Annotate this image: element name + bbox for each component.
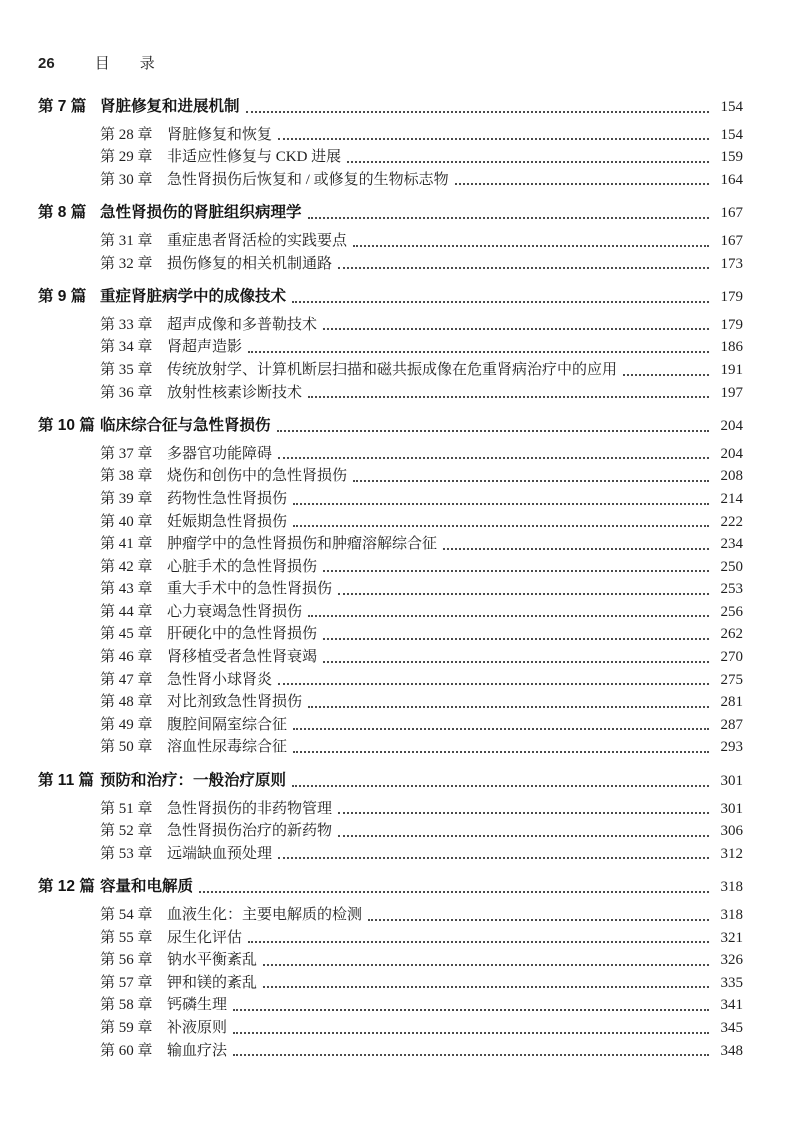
section-row xyxy=(38,876,743,899)
chapter-title: 放射性核素诊断技术 xyxy=(167,384,303,401)
chapter-page-number: 270 xyxy=(720,649,743,666)
dot-leader xyxy=(293,714,709,737)
section-title: 预防和治疗：一般治疗原则 xyxy=(100,772,287,790)
chapter-label: 第 40 章 xyxy=(100,513,153,530)
chapter-page-number: 275 xyxy=(720,671,743,688)
chapter-title: 多器官功能障碍 xyxy=(167,445,273,462)
toc-section xyxy=(38,876,743,1062)
dot-leader xyxy=(455,169,709,192)
chapter-title: 超声成像和多普勒技术 xyxy=(167,316,318,333)
section-label: 第 7 篇 xyxy=(38,98,87,115)
chapter-page-number: 253 xyxy=(720,581,743,598)
dot-leader xyxy=(323,623,709,646)
chapter-label: 第 42 章 xyxy=(100,558,153,575)
section-row xyxy=(38,770,743,793)
chapter-title: 肾超声造影 xyxy=(167,339,243,356)
toc-section xyxy=(38,286,743,404)
section-title: 肾脏修复和进展机制 xyxy=(100,98,240,115)
toc-section xyxy=(38,415,743,759)
chapter-page-number: 208 xyxy=(720,468,743,485)
chapter-title: 损伤修复的相关机制通路 xyxy=(167,255,333,272)
chapter-page-number: 204 xyxy=(720,445,743,462)
chapter-row xyxy=(38,359,743,382)
chapter-label: 第 38 章 xyxy=(100,468,153,485)
dot-leader xyxy=(338,798,709,821)
chapter-row xyxy=(38,382,743,405)
chapter-label: 第 46 章 xyxy=(100,649,153,666)
dot-leader xyxy=(248,336,709,359)
dot-leader xyxy=(292,286,709,309)
chapter-row xyxy=(38,972,743,995)
chapter-label: 第 36 章 xyxy=(100,384,153,401)
chapter-title: 腹腔间隔室综合征 xyxy=(167,716,288,733)
chapter-page-number: 214 xyxy=(720,490,743,507)
chapter-title: 钙磷生理 xyxy=(167,997,228,1014)
chapter-row xyxy=(38,623,743,646)
section-page-number: 154 xyxy=(720,99,743,115)
header-title: 目录 xyxy=(94,55,185,72)
chapter-row xyxy=(38,556,743,579)
chapter-page-number: 318 xyxy=(720,907,743,923)
chapter-page-number: 335 xyxy=(720,974,743,991)
chapter-title: 肾脏修复和恢复 xyxy=(167,126,273,143)
section-page-number: 301 xyxy=(720,773,743,790)
chapter-row xyxy=(38,904,743,927)
chapter-title: 肾移植受者急性肾衰竭 xyxy=(167,649,318,666)
chapter-label: 第 35 章 xyxy=(100,361,153,378)
dot-leader xyxy=(278,124,709,147)
dot-leader xyxy=(292,770,709,793)
chapter-page-number: 159 xyxy=(720,149,743,166)
chapter-list xyxy=(38,904,743,1062)
chapter-row xyxy=(38,1040,743,1063)
chapter-row xyxy=(38,146,743,169)
chapter-row xyxy=(38,124,743,147)
chapter-label: 第 37 章 xyxy=(100,445,153,462)
dot-leader xyxy=(338,578,709,601)
section-page-number: 179 xyxy=(720,289,743,306)
dot-leader xyxy=(323,646,709,669)
chapter-label: 第 29 章 xyxy=(100,149,153,166)
chapter-title: 急性肾损伤后恢复和 / 或修复的生物标志物 xyxy=(167,171,449,188)
chapter-page-number: 179 xyxy=(720,316,743,333)
chapter-list xyxy=(38,443,743,759)
chapter-row xyxy=(38,601,743,624)
chapter-page-number: 281 xyxy=(720,694,743,711)
dot-leader xyxy=(293,511,709,534)
dot-leader xyxy=(308,601,709,624)
chapter-row xyxy=(38,994,743,1017)
chapter-row xyxy=(38,169,743,192)
page-number: 26 xyxy=(38,55,55,72)
dot-leader xyxy=(368,904,709,927)
dot-leader xyxy=(278,669,709,692)
chapter-label: 第 52 章 xyxy=(100,823,153,840)
chapter-title: 肿瘤学中的急性肾损伤和肿瘤溶解综合征 xyxy=(167,536,438,553)
chapter-label: 第 45 章 xyxy=(100,626,153,643)
chapter-title: 急性肾损伤的非药物管理 xyxy=(167,800,333,817)
dot-leader xyxy=(277,415,709,438)
section-label: 第 11 篇 xyxy=(38,772,94,790)
dot-leader xyxy=(347,146,709,169)
chapter-label: 第 48 章 xyxy=(100,694,153,711)
chapter-page-number: 321 xyxy=(720,929,743,946)
toc-list xyxy=(38,96,743,1062)
chapter-label: 第 55 章 xyxy=(100,929,153,946)
dot-leader xyxy=(278,443,709,466)
chapter-page-number: 301 xyxy=(720,800,743,817)
chapter-title: 心力衰竭急性肾损伤 xyxy=(167,603,303,620)
chapter-row xyxy=(38,253,743,276)
dot-leader xyxy=(293,488,709,511)
chapter-list xyxy=(38,124,743,192)
chapter-row xyxy=(38,820,743,843)
chapter-page-number: 222 xyxy=(720,513,743,530)
section-label: 第 10 篇 xyxy=(38,417,95,435)
chapter-row xyxy=(38,511,743,534)
chapter-label: 第 51 章 xyxy=(100,800,153,817)
chapter-row xyxy=(38,691,743,714)
section-title: 急性肾损伤的肾脏组织病理学 xyxy=(100,204,302,222)
dot-leader xyxy=(248,927,709,950)
chapter-page-number: 348 xyxy=(720,1042,743,1059)
chapter-label: 第 53 章 xyxy=(100,845,153,862)
dot-leader xyxy=(233,994,709,1017)
chapter-label: 第 60 章 xyxy=(100,1042,153,1059)
chapter-row xyxy=(38,314,743,337)
chapter-page-number: 306 xyxy=(720,823,743,840)
dot-leader xyxy=(308,382,709,405)
chapter-row xyxy=(38,736,743,759)
chapter-list xyxy=(38,230,743,275)
dot-leader xyxy=(443,533,709,556)
chapter-page-number: 154 xyxy=(720,126,743,143)
dot-leader xyxy=(323,314,709,337)
chapter-title: 药物性急性肾损伤 xyxy=(167,490,288,507)
chapter-label: 第 56 章 xyxy=(100,952,153,969)
dot-leader xyxy=(246,96,709,119)
chapter-row xyxy=(38,488,743,511)
dot-leader xyxy=(338,820,709,843)
section-page-number: 318 xyxy=(720,879,743,896)
chapter-title: 血液生化：主要电解质的检测 xyxy=(167,907,363,923)
chapter-page-number: 287 xyxy=(720,716,743,733)
chapter-row xyxy=(38,714,743,737)
page-header xyxy=(38,52,743,72)
chapter-title: 尿生化评估 xyxy=(167,929,243,946)
chapter-label: 第 39 章 xyxy=(100,490,153,507)
dot-leader xyxy=(353,230,709,253)
dot-leader xyxy=(233,1040,709,1063)
chapter-row xyxy=(38,465,743,488)
dot-leader xyxy=(293,736,709,759)
chapter-title: 急性肾小球肾炎 xyxy=(167,671,273,688)
chapter-page-number: 234 xyxy=(720,536,743,553)
dot-leader xyxy=(353,465,709,488)
chapter-label: 第 47 章 xyxy=(100,671,153,688)
chapter-label: 第 49 章 xyxy=(100,716,153,733)
section-page-number: 167 xyxy=(720,205,743,222)
chapter-label: 第 44 章 xyxy=(100,603,153,620)
chapter-row xyxy=(38,1017,743,1040)
chapter-page-number: 173 xyxy=(720,255,743,272)
section-label: 第 9 篇 xyxy=(38,288,87,306)
chapter-page-number: 345 xyxy=(720,1019,743,1036)
chapter-title: 溶血性尿毒综合征 xyxy=(167,739,288,756)
chapter-page-number: 256 xyxy=(720,603,743,620)
chapter-label: 第 43 章 xyxy=(100,581,153,598)
chapter-label: 第 31 章 xyxy=(100,232,153,249)
dot-leader xyxy=(263,949,709,972)
chapter-title: 急性肾损伤治疗的新药物 xyxy=(167,823,333,840)
toc-section xyxy=(38,96,743,191)
dot-leader xyxy=(308,202,709,225)
chapter-title: 重大手术中的急性肾损伤 xyxy=(167,581,333,598)
chapter-title: 钠水平衡紊乱 xyxy=(167,952,258,969)
chapter-row xyxy=(38,669,743,692)
section-row xyxy=(38,96,743,119)
chapter-page-number: 197 xyxy=(720,384,743,401)
chapter-title: 远端缺血预处理 xyxy=(167,845,273,862)
dot-leader xyxy=(199,876,709,899)
chapter-row xyxy=(38,843,743,866)
chapter-title: 重症患者肾活检的实践要点 xyxy=(167,232,348,249)
chapter-page-number: 250 xyxy=(720,558,743,575)
chapter-title: 非适应性修复与 CKD 进展 xyxy=(167,149,342,166)
chapter-label: 第 33 章 xyxy=(100,316,153,333)
chapter-title: 烧伤和创伤中的急性肾损伤 xyxy=(167,468,348,485)
chapter-label: 第 57 章 xyxy=(100,974,153,991)
section-row xyxy=(38,202,743,225)
chapter-page-number: 312 xyxy=(720,845,743,862)
chapter-label: 第 50 章 xyxy=(100,739,153,756)
chapter-title: 补液原则 xyxy=(167,1019,228,1036)
section-title: 重症肾脏病学中的成像技术 xyxy=(100,288,287,306)
chapter-page-number: 341 xyxy=(720,997,743,1014)
chapter-title: 输血疗法 xyxy=(167,1042,228,1059)
section-row xyxy=(38,415,743,438)
chapter-row xyxy=(38,927,743,950)
section-row xyxy=(38,286,743,309)
chapter-row xyxy=(38,798,743,821)
section-page-number: 204 xyxy=(720,418,743,435)
chapter-label: 第 34 章 xyxy=(100,339,153,356)
chapter-title: 心脏手术的急性肾损伤 xyxy=(167,558,318,575)
chapter-page-number: 186 xyxy=(720,339,743,356)
section-title: 容量和电解质 xyxy=(100,878,194,896)
chapter-row xyxy=(38,336,743,359)
dot-leader xyxy=(623,359,709,382)
chapter-row xyxy=(38,230,743,253)
chapter-label: 第 28 章 xyxy=(100,126,153,143)
toc-section xyxy=(38,202,743,275)
chapter-row xyxy=(38,578,743,601)
chapter-label: 第 41 章 xyxy=(100,536,153,553)
chapter-list xyxy=(38,314,743,404)
chapter-title: 钾和镁的紊乱 xyxy=(167,974,258,991)
chapter-page-number: 293 xyxy=(720,739,743,756)
chapter-page-number: 167 xyxy=(720,232,743,249)
dot-leader xyxy=(338,253,709,276)
chapter-page-number: 164 xyxy=(720,171,743,188)
chapter-list xyxy=(38,798,743,866)
section-title: 临床综合征与急性肾损伤 xyxy=(100,417,271,435)
chapter-page-number: 326 xyxy=(720,952,743,969)
chapter-row xyxy=(38,443,743,466)
chapter-title: 肝硬化中的急性肾损伤 xyxy=(167,626,318,643)
chapter-title: 妊娠期急性肾损伤 xyxy=(167,513,288,530)
chapter-page-number: 262 xyxy=(720,626,743,643)
dot-leader xyxy=(263,972,709,995)
chapter-title: 对比剂致急性肾损伤 xyxy=(167,694,303,711)
section-label: 第 12 篇 xyxy=(38,878,95,896)
toc-section xyxy=(38,770,743,865)
section-label: 第 8 篇 xyxy=(38,204,87,222)
chapter-title: 传统放射学、计算机断层扫描和磁共振成像在危重肾病治疗中的应用 xyxy=(167,361,618,378)
chapter-label: 第 59 章 xyxy=(100,1019,153,1036)
dot-leader xyxy=(308,691,709,714)
dot-leader xyxy=(233,1017,709,1040)
dot-leader xyxy=(323,556,709,579)
chapter-label: 第 32 章 xyxy=(100,255,153,272)
dot-leader xyxy=(278,843,709,866)
chapter-label: 第 58 章 xyxy=(100,997,153,1014)
chapter-row xyxy=(38,646,743,669)
chapter-label: 第 54 章 xyxy=(100,907,153,923)
chapter-row xyxy=(38,949,743,972)
chapter-page-number: 191 xyxy=(720,361,743,378)
chapter-row xyxy=(38,533,743,556)
chapter-label: 第 30 章 xyxy=(100,171,153,188)
